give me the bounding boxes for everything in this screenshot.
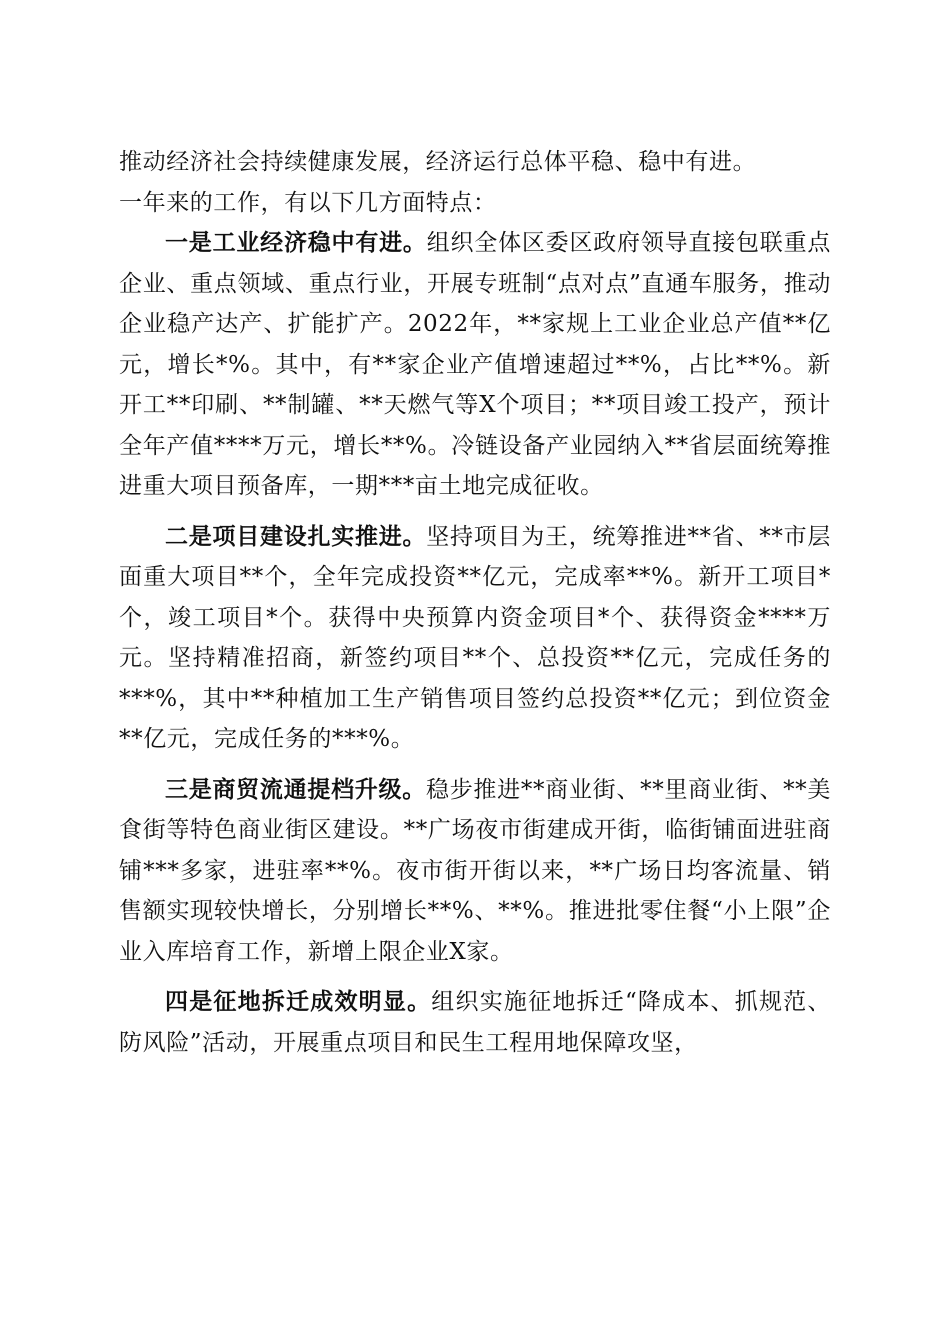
document-body xyxy=(119,142,831,1063)
intro-line-2: 一年来的工作，有以下几方面特点： xyxy=(119,189,497,216)
intro-line-1: 推动经济社会持续健康发展，经济运行总体平稳、稳中有进。 xyxy=(119,149,757,175)
paragraph-land-acquisition xyxy=(119,982,831,1063)
paragraph-lead: 三是商贸流通提档升级。 xyxy=(165,775,426,803)
paragraph-text: 组织实施征地拆迁“降成本、抓规范、防风险”活动，开展重点项目和民生工程用地保障攻坚， xyxy=(119,989,831,1056)
paragraph-lead: 二是项目建设扎实推进。 xyxy=(165,522,427,550)
paragraph-commerce-trade xyxy=(119,770,831,973)
paragraph-text: 稳步推进**商业街、**里商业街、**美食街等特色商业街区建设。**广场夜市街建成开街，临街铺面进驻商铺***多家，进驻率**%。夜市街开街以来，**广场日均客流量、销售额实现较快增长，分别增长**%、**%。推进批零住餐“小上限”企业入库培育工作，新增上限企业X家。 xyxy=(119,776,831,965)
paragraph-industrial-economy xyxy=(119,223,831,507)
paragraph-text: 坚持项目为王，统筹推进**省、**市层面重大项目**个，全年完成投资**亿元，完成率**%。新开工项目*个，竣工项目*个。获得中央预算内资金项目*个、获得资金****万元。坚持精准招商，新签约项目**个、总投资**亿元，完成任务的***%，其中**种植加工生产销售项目签约总投资**亿元；到位资金**亿元，完成任务的***%。 xyxy=(119,523,831,752)
paragraph-text: 组织全体区委区政府领导直接包联重点企业、重点领域、重点行业，开展专班制“点对点”直通车服务，推动企业稳产达产、扩能扩产。2022年，**家规上工业企业总产值**亿元，增长*%。其中，有**家企业产值增速超过**%，占比**%。新开工**印刷、**制罐、**天燃气等X个项目；**项目竣工投产，预计全年产值****万元，增长**%。冷链设备产业园纳入**省层面统筹推进重大项目预备库，一期***亩土地完成征收。 xyxy=(119,230,831,499)
paragraph-lead: 一是工业经济稳中有进。 xyxy=(165,229,427,256)
paragraph-lead: 四是征地拆迁成效明显。 xyxy=(165,988,432,1015)
paragraph-project-construction xyxy=(119,517,831,760)
